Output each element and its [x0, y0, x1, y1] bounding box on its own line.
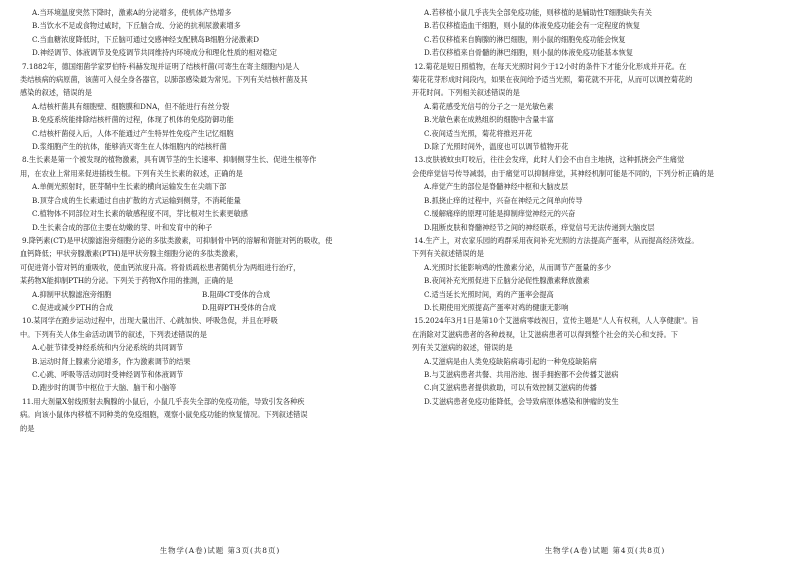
q9-option-d: D.阻碍PTH受体的合成 [202, 302, 277, 312]
q12-option-c: C.夜间适当光照，菊花将推迟开花 [424, 128, 533, 138]
q12-stem-line: 12.菊花是短日照植物，在每天光照时间少于12小时的条件下才能分化形成并开花。在 [414, 61, 687, 71]
q6-option-a: A.当环境温度突然下降时，激素A的分泌增多，使机体产热增多 [32, 8, 232, 17]
q12-stem-line: 菊花花芽形成时间段内，如果在夜间给予适当光照，菊花就不开花，从而可以调控菊花的 [412, 75, 693, 85]
q15-stem-line: 15.2024年3月1日是第10个艾滋病零歧视日，宣传主题是"人人有权利，人人享健康"。旨 [414, 316, 699, 326]
q9-option-b: B.阻碍CT受体的合成 [202, 289, 271, 299]
q15-option-b: B.与艾滋病患者共餐、共用浴池、握手拥抱都不会传播艾滋病 [424, 369, 619, 379]
q13-stem-line: 13.皮肤被蚊虫叮咬后，往往会发痒，此时人们会不由自主地挠，这种抓挠会产生痛觉 [414, 155, 685, 165]
q9-options-row [20, 301, 382, 314]
q9-options-row [20, 288, 382, 301]
q14-stem-line: 14.生产上，对农家乐园的鸡群采用夜间补充光照的方法提高产蛋率，从而提高经济效益。 [414, 235, 699, 245]
q14-option-c: C.适当延长光照时间，鸡的产蛋率会提高 [424, 289, 554, 299]
q9-stem-line: 血钙降低；甲状旁腺激素(PTH)是甲状旁腺主细胞分泌的多肽类激素， [20, 249, 243, 259]
q10-option-b: B.运动时肾上腺素分泌增多，作为激素调节的结果 [32, 356, 191, 366]
q8-stem-line: 用，在农业上常用来促进插枝生根。下列有关生长素的叙述，正确的是 [20, 168, 243, 178]
q12-option-d: D.除了光照时间外，温度也可以调节植物开花 [424, 142, 569, 152]
q7-option-b: B.免疫系统能排除结核杆菌的过程，体现了机体的免疫防御功能 [32, 115, 234, 125]
q8-stem-line: 8.生长素是第一个被发现的植物激素，具有调节茎的生长速率、抑制侧芽生长、促进生根等作 [22, 155, 317, 165]
q13-option-a: A.痒觉产生的部位是脊髓神经中枢和大脑皮层 [424, 182, 569, 192]
q9-option-c: C.促进或减少PTH的合成 [32, 302, 113, 312]
q15-stem-line: 在消除对艾滋病患者的各种歧视，让艾滋病患者可以得到整个社会的关心和支持。下 [412, 329, 678, 339]
q11-option-b: B.若仅移植造血干细胞，则小鼠的体液免疫功能会有一定程度的恢复 [424, 21, 641, 31]
q9-stem-line: 9.降钙素(CT)是甲状腺滤泡旁细胞分泌的多肽类激素，可抑制骨中钙的溶解和肾脏对钙的吸收，使 [22, 235, 333, 245]
q15-option-d: D.艾滋病患者免疫功能降低，会导致病原体感染和肿瘤的发生 [424, 396, 619, 406]
q7-stem-line: 类结核病的病原菌，该菌可入侵全身各器官，以肺部感染最为常见。下列有关结核杆菌及其 [20, 75, 308, 85]
q7-stem-line: 感染的叙述，错误的是 [20, 88, 92, 98]
q7-option-a: A.结核杆菌具有细胞壁、细胞膜和DNA，但不能进行有丝分裂 [32, 101, 230, 111]
q14-option-d: D.长期使用光照提高产蛋率对鸡的健康无影响 [424, 302, 569, 312]
q12-stem-line: 开花时间。下列相关叙述错误的是 [412, 88, 520, 98]
q9-option-a: A.抑制甲状腺滤泡旁细胞 [32, 289, 112, 299]
q8-option-a: A.单侧光照射时，胚芽鞘中生长素的横向运输发生在尖端下部 [32, 182, 227, 192]
q7-option-d: D.浆细胞产生的抗体，能够消灭寄生在人体细胞内的结核杆菌 [32, 142, 227, 152]
q10-option-a: A.心脏节律受神经系统和内分泌系统的共同调节 [32, 343, 184, 353]
q6-option-c: C.当血糖浓度降低时，下丘脑可通过交感神经支配胰岛B细胞分泌激素D [32, 34, 260, 44]
q14-stem-line: 下列有关叙述错误的是 [412, 249, 484, 259]
q15-option-a: A.艾滋病是由人类免疫缺陷病毒引起的一种免疫缺陷病 [424, 356, 597, 366]
q9-stem-line: 可促进肾小管对钙的重吸收，使血钙浓度升高。将骨质疏松患者随机分为两组进行治疗， [20, 262, 301, 272]
q14-option-a: A.光照时长能影响鸡的性激素分泌，从而调节产蛋量的多少 [424, 262, 612, 272]
q6-option-b: B.当饮水不足或食物过咸时，下丘脑合成、分泌的抗利尿激素增多 [32, 21, 241, 31]
q10-option-d: D.跑步时的调节中枢位于大脑、脑干和小脑等 [32, 383, 177, 393]
q8-option-d: D.生长素合成的部位主要在幼嫩的芽、叶和发育中的种子 [32, 222, 213, 232]
q14-option-b: B.夜间补充光照促进下丘脑分泌促性腺激素释放激素 [424, 276, 590, 286]
q11-stem-line: 的是 [20, 423, 35, 433]
q12-option-b: B.光敏色素在成熟组织的细胞中含量丰富 [424, 115, 554, 125]
q7-stem-line: 7.1882年，德国细菌学家罗伯特·科赫发现并证明了结核杆菌(可寄生在寄主细胞内)是人 [22, 61, 300, 71]
q10-stem-line: 10.某同学在跑步运动过程中，出现大量出汗、心跳加快、呼吸急促，并且在呼吸 [22, 316, 278, 326]
q12-option-a: A.菊花感受光信号的分子之一是光敏色素 [424, 101, 554, 111]
q7-option-c: C.结核杆菌侵入后，人体不能通过产生特异性免疫产生记忆细胞 [32, 128, 234, 138]
q11-stem-line: 11.用大剂量X射线照射去胸腺的小鼠后，小鼠几乎丧失全部的免疫功能，导致引发各种疾 [22, 396, 305, 406]
right-column [412, 6, 774, 408]
q15-stem-line: 列有关艾滋病的叙述，错误的是 [412, 343, 513, 353]
page-footer-right: 生物学(A卷)试题 第4页(共8页) [544, 546, 666, 555]
q9-stem-line: 某药物X能抑制PTH的分泌。下列关于药物X作用的推测，正确的是 [20, 276, 234, 286]
left-column [20, 6, 382, 435]
q11-stem-line: 病。向该小鼠体内移植不同种类的免疫细胞，观察小鼠免疫功能的恢复情况。下列叙述错误 [20, 410, 308, 420]
q13-option-d: D.阻断皮肤和脊髓神经节之间的神经联系，痒觉信号无法传递到大脑皮层 [424, 222, 655, 232]
q8-option-c: C.植物体不同部位对生长素的敏感程度不同，芽比根对生长素更敏感 [32, 209, 248, 219]
q8-option-b: B.顶芽合成的生长素通过自由扩散的方式运输到侧芽，不消耗能量 [32, 195, 241, 205]
q15-option-c: C.向艾滋病患者提供救助，可以有效控制艾滋病的传播 [424, 383, 597, 393]
page-footer-left: 生物学(A卷)试题 第3页(共8页) [159, 546, 281, 555]
q11-option-a: A.若移植小鼠几乎丧失全部免疫功能，则移植的是辅助性T细胞缺失有关 [424, 8, 652, 17]
q6-option-d: D.神经调节、体液调节及免疫调节共同维持内环境成分和理化性质的相对稳定 [32, 48, 277, 58]
q11-option-d: D.若仅移植来自骨髓的淋巴细胞，则小鼠的体液免疫功能基本恢复 [424, 48, 634, 58]
q11-option-c: C.若仅移植来自胸腺的淋巴细胞，则小鼠的细胞免疫功能会恢复 [424, 34, 626, 44]
q10-stem-line: 中。下列有关人体生命活动调节的叙述，下列表述错误的是 [20, 329, 207, 339]
q13-stem-line: 会使痒觉信号传导减弱，由于痛觉可以抑制痒觉，其神经机制可能是不同的，下列分析正确的是 [412, 168, 714, 178]
q10-option-c: C.心跳、呼吸等活动同时受神经调节和体液调节 [32, 369, 184, 379]
q13-option-c: C.缓解痛痒的原理可能是抑制痒觉神经元的兴奋 [424, 209, 576, 219]
q13-option-b: B.抓挠止痒的过程中，兴奋在神经元之间单向传导 [424, 195, 583, 205]
